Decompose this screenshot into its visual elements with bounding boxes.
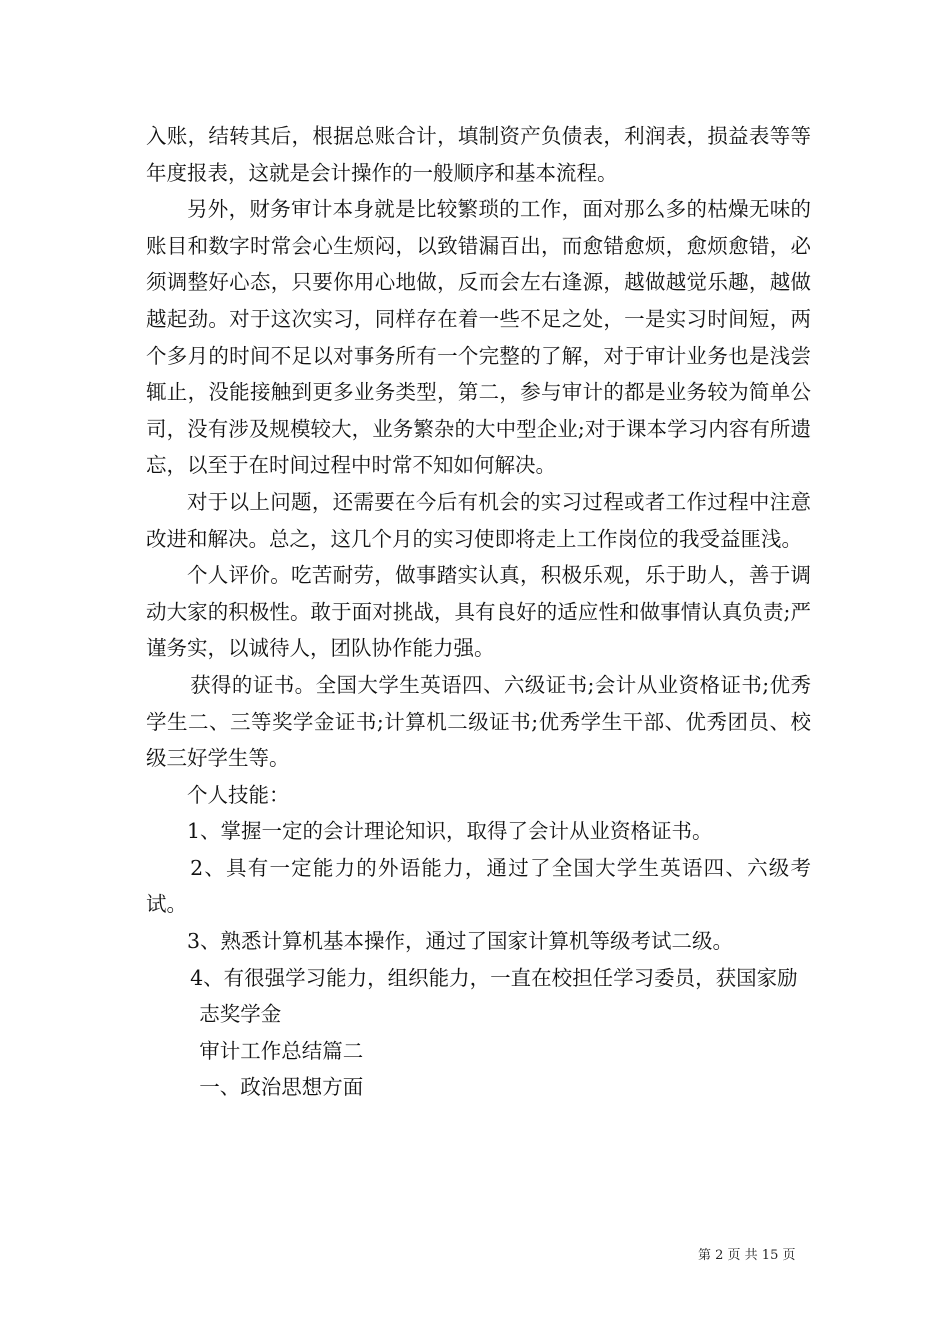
paragraph-certificates: 获得的证书。全国大学生英语四、六级证书;会计从业资格证书;优秀学生二、三等奖学金证书;计算机二级证书;优秀学生干部、优秀团员、校级三好学生等。 — [146, 672, 811, 771]
paragraph-skill-4: 4、有很强学习能力，组织能力，一直在校担任学习委员，获国家励 — [190, 965, 798, 990]
section-heading-political-thought: 一、政治思想方面 — [199, 1075, 364, 1100]
paragraph-skill-2: 2、具有一定能力的外语能力，通过了全国大学生英语四、六级考试。 — [146, 855, 811, 917]
section-title-audit-summary-2: 审计工作总结篇二 — [199, 1038, 364, 1063]
paragraph-self-evaluation: 个人评价。吃苦耐劳，做事踏实认真，积极乐观，乐于助人，善于调动大家的积极性。敢于面对挑战，具有良好的适应性和做事情认真负责;严谨务实，以诚待人，团队协作能力强。 — [146, 563, 811, 661]
paragraph-skill-4-continued: 志奖学金 — [199, 1002, 282, 1027]
paragraph-improvement: 对于以上问题，还需要在今后有机会的实习过程或者工作过程中注意改进和解决。总之，这几个月的实习使即将走上工作岗位的我受益匪浅。 — [146, 489, 811, 551]
paragraph-skill-1: 1、掌握一定的会计理论知识，取得了会计从业资格证书。 — [187, 819, 713, 844]
paragraph-skills-heading: 个人技能： — [187, 782, 290, 807]
paragraph-audit-reflection: 另外，财务审计本身就是比较繁琐的工作，面对那么多的枯燥无味的账目和数字时常会心生烦闷，以致错漏百出，而愈错愈烦，愈烦愈错，必须调整好心态，只要你用心地做，反而会左右逢源，越做越觉乐趣，越做越起劲。对于这次实习，同样存在着一些不足之处，一是实习时间短，两个多月的时间不足以对事务所有一个完整的了解，对于审计业务也是浅尝辄止，没能接触到更多业务类型，第二，参与审计的都是业务较为简单公司，没有涉及规模较大，业务繁杂的大中型企业;对于课本学习内容有所遗忘，以至于在时间过程中时常不知如何解决。 — [146, 197, 811, 478]
paragraph-accounting-flow: 入账，结转其后，根据总账合计，填制资产负债表，利润表，损益表等等年度报表，这就是会计操作的一般顺序和基本流程。 — [146, 124, 811, 185]
paragraph-skill-3: 3、熟悉计算机基本操作，通过了国家计算机等级考试二级。 — [187, 929, 734, 954]
page-number-footer: 第 2 页 共 15 页 — [698, 1248, 796, 1263]
document-body — [146, 118, 811, 1106]
